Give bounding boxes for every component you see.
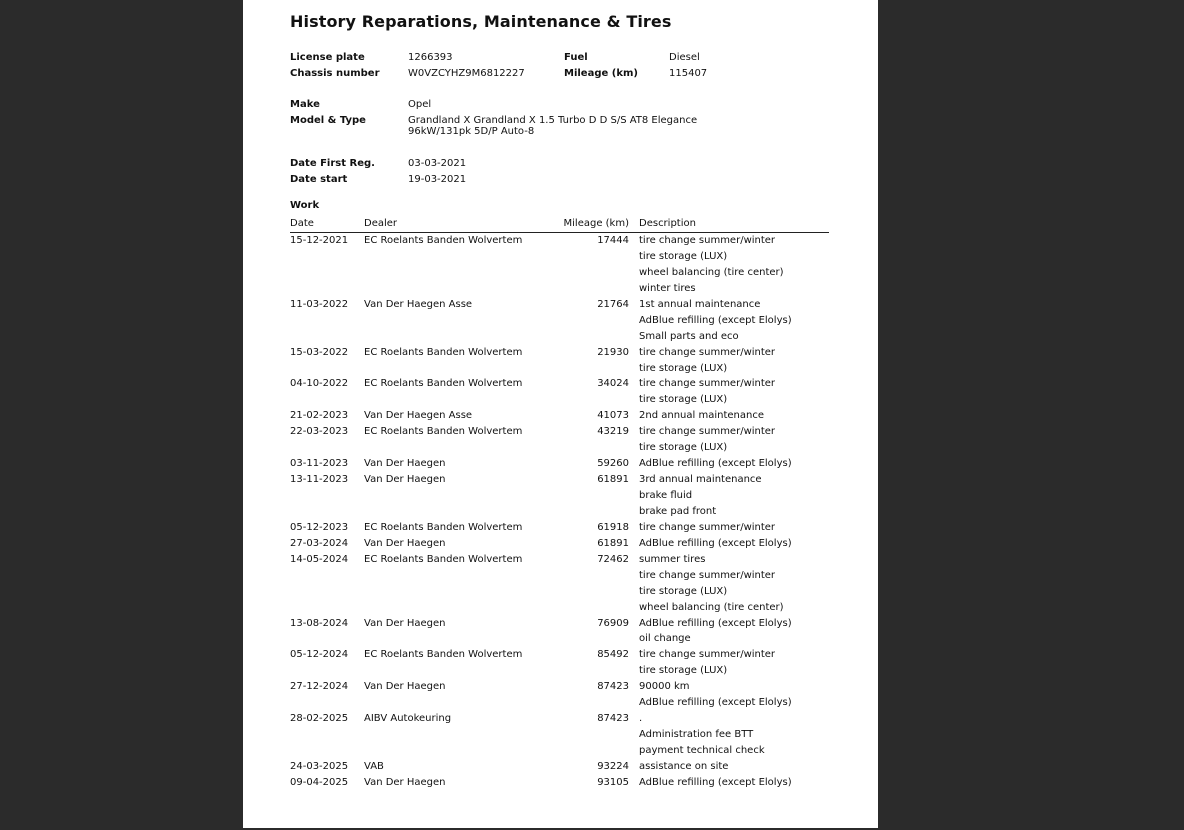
date-start-label: Date start [290,174,348,185]
row-description: tire change summer/winter [639,426,776,438]
row-description-list [639,408,829,424]
table-row [290,520,829,536]
row-mileage: 87423 [597,713,629,725]
row-description-list [639,552,829,616]
row-description: tire change summer/winter [639,569,776,581]
license-plate-value: 1266393 [408,52,453,63]
fuel-value: Diesel [669,52,700,63]
row-description: tire storage (LUX) [639,394,728,406]
row-description: tire storage (LUX) [639,362,728,374]
row-mileage: 21764 [597,298,629,310]
table-row [290,775,829,791]
row-date: 11-03-2022 [290,298,349,310]
row-mileage: 59260 [597,458,629,470]
row-description: tire storage (LUX) [639,442,728,454]
row-description: winter tires [639,282,696,294]
row-date: 22-03-2023 [290,426,349,438]
row-mileage: 87423 [597,681,629,693]
row-description: 3rd annual maintenance [639,474,762,486]
row-dealer: EC Roelants Banden Wolvertem [364,378,523,390]
row-date: 05-12-2024 [290,649,349,661]
row-dealer: Van Der Haegen [364,681,446,693]
row-description: tire change summer/winter [639,235,776,246]
table-row [290,711,829,759]
row-date: 05-12-2023 [290,521,349,533]
row-dealer: Van Der Haegen [364,537,446,549]
row-description: AdBlue refilling (except Elolys) [639,537,792,549]
row-description-list [639,536,829,552]
row-dealer: Van Der Haegen Asse [364,410,473,422]
table-row [290,536,829,552]
row-mileage: 21930 [597,346,629,358]
row-mileage: 85492 [597,649,629,661]
row-description: tire change summer/winter [639,521,776,533]
row-dealer: EC Roelants Banden Wolvertem [364,649,523,661]
row-description: tire change summer/winter [639,346,776,358]
row-dealer: Van Der Haegen [364,617,446,629]
table-row [290,297,829,345]
row-description-list [639,775,829,791]
header-dealer: Dealer [364,218,398,229]
row-mileage: 34024 [597,378,629,390]
make-label: Make [290,99,320,110]
work-table [290,218,829,791]
row-date: 24-03-2025 [290,760,349,772]
row-description: 2nd annual maintenance [639,410,764,422]
row-description-list [639,520,829,536]
row-dealer: Van Der Haegen [364,458,446,470]
chassis-number-label: Chassis number [290,68,380,79]
row-mileage: 17444 [597,235,629,246]
row-description: assistance on site [639,760,729,772]
row-dealer: EC Roelants Banden Wolvertem [364,521,523,533]
row-dealer: AIBV Autokeuring [364,713,452,725]
row-dealer: Van Der Haegen [364,776,446,788]
row-description-list [639,424,829,456]
row-dealer: EC Roelants Banden Wolvertem [364,553,523,565]
row-date: 27-03-2024 [290,537,349,549]
header-mileage: Mileage (km) [563,218,629,229]
row-description: AdBlue refilling (except Elolys) [639,314,792,326]
row-mileage: 61918 [597,521,629,533]
work-table-header [290,218,829,233]
row-mileage: 61891 [597,537,629,549]
row-description-list [639,376,829,408]
model-type-line-2: 96kW/131pk 5D/P Auto-8 [408,126,535,137]
row-description: tire storage (LUX) [639,250,728,262]
row-mileage: 61891 [597,474,629,486]
row-description: AdBlue refilling (except Elolys) [639,458,792,470]
row-date: 13-11-2023 [290,474,349,486]
row-description: wheel balancing (tire center) [639,266,784,278]
table-row [290,424,829,456]
row-date: 15-03-2022 [290,346,349,358]
table-row [290,616,829,648]
row-description-list [639,345,829,377]
row-description: summer tires [639,553,706,565]
model-type-line-1: Grandland X Grandland X 1.5 Turbo D D S/S AT8 Elegance [408,115,698,126]
row-description: brake pad front [639,505,717,517]
license-plate-label: License plate [290,52,365,63]
make-value: Opel [408,99,432,110]
row-date: 21-02-2023 [290,410,349,422]
row-description: oil change [639,633,691,645]
header-date: Date [290,218,314,229]
row-dealer: EC Roelants Banden Wolvertem [364,235,523,246]
table-row [290,759,829,775]
row-mileage: 43219 [597,426,629,438]
row-description: tire change summer/winter [639,649,776,661]
table-row [290,456,829,472]
row-description: 1st annual maintenance [639,298,761,310]
header-description: Description [639,218,696,229]
row-description-list [639,759,829,775]
row-description: brake fluid [639,490,693,501]
document-title: History Reparations, Maintenance & Tires [290,12,672,31]
row-dealer: EC Roelants Banden Wolvertem [364,346,523,358]
row-mileage: 72462 [597,553,629,565]
row-description-list [639,472,829,520]
table-row [290,345,829,377]
row-mileage: 41073 [597,410,629,422]
row-date: 04-10-2022 [290,378,349,390]
row-description: . [639,713,643,725]
row-description-list [639,456,829,472]
row-date: 28-02-2025 [290,713,349,725]
row-description-list [639,711,829,759]
row-date: 09-04-2025 [290,776,349,788]
row-description: tire change summer/winter [639,378,776,390]
row-description-list [639,647,829,679]
row-description-list [639,679,829,711]
table-row [290,408,829,424]
row-date: 13-08-2024 [290,617,349,629]
row-description: AdBlue refilling (except Elolys) [639,617,792,629]
row-description: AdBlue refilling (except Elolys) [639,697,792,709]
row-description-list [639,233,829,297]
row-mileage: 93224 [597,760,629,772]
table-row [290,647,829,679]
row-mileage: 76909 [597,617,629,629]
table-row [290,233,829,297]
row-date: 14-05-2024 [290,553,349,565]
model-type-label: Model & Type [290,115,366,126]
table-row [290,552,829,616]
row-description: wheel balancing (tire center) [639,601,784,613]
table-row [290,679,829,711]
row-date: 03-11-2023 [290,458,349,470]
mileage-value: 115407 [669,68,708,79]
row-description: Small parts and eco [639,330,739,342]
date-start-value: 19-03-2021 [408,174,467,185]
row-description: payment technical check [639,745,765,756]
table-row [290,376,829,408]
first-registration-label: Date First Reg. [290,158,375,169]
mileage-label: Mileage (km) [564,68,638,79]
row-description-list [639,616,829,648]
row-dealer: Van Der Haegen [364,474,446,486]
first-registration-value: 03-03-2021 [408,158,467,169]
fuel-label: Fuel [564,52,588,63]
chassis-number-value: W0VZCYHZ9M6812227 [408,68,525,79]
row-date: 15-12-2021 [290,235,349,246]
row-dealer: VAB [364,760,384,772]
work-heading: Work [290,200,320,211]
row-dealer: Van Der Haegen Asse [364,298,473,310]
row-description: tire storage (LUX) [639,585,728,597]
row-description: 90000 km [639,681,690,693]
table-row [290,472,829,520]
row-dealer: EC Roelants Banden Wolvertem [364,426,523,438]
row-description: tire storage (LUX) [639,665,728,677]
row-description-list [639,297,829,345]
row-date: 27-12-2024 [290,681,349,693]
document-page [243,0,878,828]
row-description: Administration fee BTT [639,729,754,741]
row-description: AdBlue refilling (except Elolys) [639,776,792,788]
work-table-body [290,233,829,791]
row-mileage: 93105 [597,776,629,788]
